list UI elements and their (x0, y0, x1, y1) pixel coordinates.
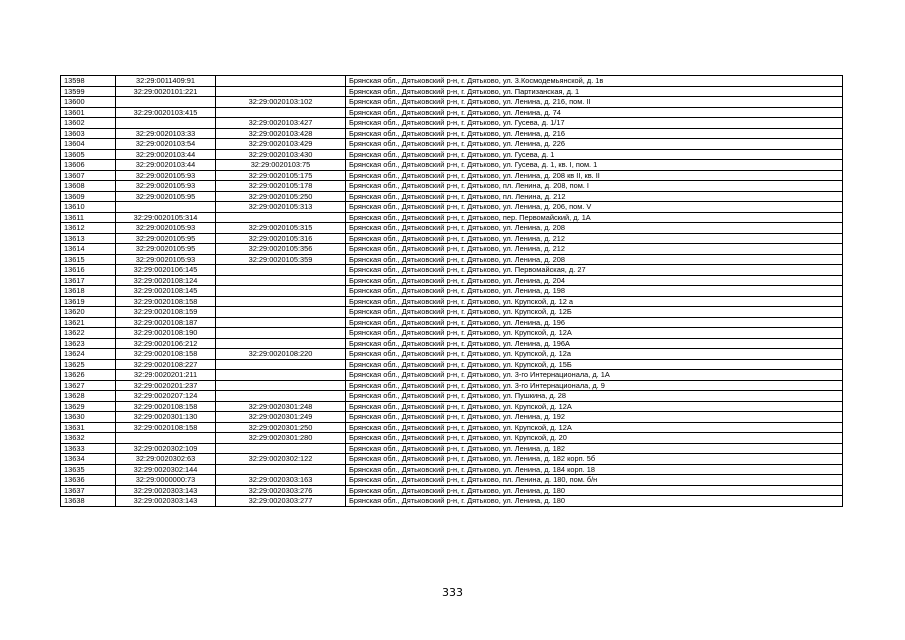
record-number-cell: 13619 (61, 296, 116, 307)
parcel-number-cell: 32:29:0020108:158 (116, 401, 216, 412)
record-number-cell: 13634 (61, 454, 116, 465)
record-number-cell: 13625 (61, 359, 116, 370)
parcel-number-cell: 32:29:0020106:145 (116, 265, 216, 276)
table-row (61, 107, 843, 118)
table-row (61, 496, 843, 507)
page-number: 333 (442, 586, 463, 599)
record-number-cell: 13636 (61, 475, 116, 486)
object-number-cell: 32:29:0020301:280 (216, 433, 346, 444)
table-row (61, 464, 843, 475)
object-number-cell: 32:29:0020301:248 (216, 401, 346, 412)
table-row (61, 202, 843, 213)
record-number-cell: 13635 (61, 464, 116, 475)
parcel-number-cell: 32:29:0020207:124 (116, 391, 216, 402)
parcel-number-cell (116, 97, 216, 108)
object-number-cell (216, 338, 346, 349)
object-number-cell: 32:29:0020103:430 (216, 149, 346, 160)
parcel-number-cell: 32:29:0020105:95 (116, 233, 216, 244)
object-number-cell (216, 317, 346, 328)
address-cell: Брянская обл., Дятьковский р-н, г. Дятьково, ул. Ленина, д. 206, пом. V (346, 202, 843, 213)
parcel-number-cell (116, 433, 216, 444)
object-number-cell (216, 307, 346, 318)
object-number-cell: 32:29:0020105:313 (216, 202, 346, 213)
record-number-cell: 13618 (61, 286, 116, 297)
object-number-cell: 32:29:0020108:220 (216, 349, 346, 360)
table-row (61, 475, 843, 486)
table-row (61, 128, 843, 139)
object-number-cell (216, 391, 346, 402)
record-number-cell: 13624 (61, 349, 116, 360)
table-row (61, 286, 843, 297)
parcel-number-cell: 32:29:0020105:95 (116, 244, 216, 255)
record-number-cell: 13607 (61, 170, 116, 181)
record-number-cell: 13620 (61, 307, 116, 318)
record-number-cell: 13626 (61, 370, 116, 381)
object-number-cell: 32:29:0020105:250 (216, 191, 346, 202)
record-number-cell: 13614 (61, 244, 116, 255)
record-number-cell: 13613 (61, 233, 116, 244)
address-cell: Брянская обл., Дятьковский р-н, г. Дятьково, пл. Ленина, д. 208, пом. I (346, 181, 843, 192)
parcel-number-cell: 32:29:0020108:124 (116, 275, 216, 286)
record-number-cell: 13606 (61, 160, 116, 171)
record-number-cell: 13608 (61, 181, 116, 192)
address-cell: Брянская обл., Дятьковский р-н, г. Дятьково, ул. 3.Космодемьянской, д. 1в (346, 76, 843, 87)
parcel-number-cell: 32:29:0020108:158 (116, 349, 216, 360)
table-row (61, 160, 843, 171)
object-number-cell (216, 443, 346, 454)
object-number-cell (216, 212, 346, 223)
parcel-number-cell: 32:29:0020108:158 (116, 296, 216, 307)
address-cell: Брянская обл., Дятьковский р-н, г. Дятьково, ул. Гусева, д. 1/17 (346, 118, 843, 129)
parcel-number-cell: 32:29:0020103:33 (116, 128, 216, 139)
records-table (60, 75, 843, 507)
record-number-cell: 13611 (61, 212, 116, 223)
parcel-number-cell: 32:29:0020103:44 (116, 160, 216, 171)
table-row (61, 76, 843, 87)
record-number-cell: 13610 (61, 202, 116, 213)
table-row (61, 181, 843, 192)
address-cell: Брянская обл., Дятьковский р-н, г. Дятьково, ул. Ленина, д. 196 (346, 317, 843, 328)
table-row (61, 359, 843, 370)
parcel-number-cell: 32:29:0020108:159 (116, 307, 216, 318)
address-cell: Брянская обл., Дятьковский р-н, г. Дятьково, ул. Ленина, д. 204 (346, 275, 843, 286)
table-row (61, 307, 843, 318)
table-row (61, 370, 843, 381)
record-number-cell: 13612 (61, 223, 116, 234)
table-row (61, 265, 843, 276)
record-number-cell: 13604 (61, 139, 116, 150)
table-row (61, 254, 843, 265)
table-row (61, 212, 843, 223)
address-cell: Брянская обл., Дятьковский р-н, г. Дятьково, ул. Ленина, д. 226 (346, 139, 843, 150)
parcel-number-cell: 32:29:0020106:212 (116, 338, 216, 349)
table-row (61, 422, 843, 433)
parcel-number-cell: 32:29:0020108:187 (116, 317, 216, 328)
address-cell: Брянская обл., Дятьковский р-н, г. Дятьково, ул. Ленина, д. 208 (346, 254, 843, 265)
record-number-cell: 13609 (61, 191, 116, 202)
address-cell: Брянская обл., Дятьковский р-н, г. Дятьково, ул. Гусева, д. 1 (346, 149, 843, 160)
table-row (61, 338, 843, 349)
record-number-cell: 13600 (61, 97, 116, 108)
object-number-cell: 32:29:0020103:428 (216, 128, 346, 139)
object-number-cell: 32:29:0020302:122 (216, 454, 346, 465)
parcel-number-cell: 32:29:0020108:227 (116, 359, 216, 370)
address-cell: Брянская обл., Дятьковский р-н, г. Дятьково, пл. Ленина, д. 212 (346, 191, 843, 202)
address-cell: Брянская обл., Дятьковский р-н, г. Дятьково, ул. Крупской, д. 15Б (346, 359, 843, 370)
address-cell: Брянская обл., Дятьковский р-н, г. Дятьково, ул. Ленина, д. 196А (346, 338, 843, 349)
parcel-number-cell: 32:29:0020105:93 (116, 223, 216, 234)
parcel-number-cell: 32:29:0020301:130 (116, 412, 216, 423)
object-number-cell (216, 265, 346, 276)
table-row (61, 191, 843, 202)
table-row (61, 223, 843, 234)
record-number-cell: 13598 (61, 76, 116, 87)
address-cell: Брянская обл., Дятьковский р-н, г. Дятьково, ул. Ленина, д. 184 корп. 18 (346, 464, 843, 475)
address-cell: Брянская обл., Дятьковский р-н, г. Дятьково, ул. Гусева, д. 1, кв. I, пом. 1 (346, 160, 843, 171)
object-number-cell: 32:29:0020105:315 (216, 223, 346, 234)
record-number-cell: 13632 (61, 433, 116, 444)
parcel-number-cell: 32:29:0020303:143 (116, 485, 216, 496)
parcel-number-cell: 32:29:0020108:145 (116, 286, 216, 297)
object-number-cell: 32:29:0020105:178 (216, 181, 346, 192)
record-number-cell: 13631 (61, 422, 116, 433)
table-row (61, 97, 843, 108)
record-number-cell: 13633 (61, 443, 116, 454)
address-cell: Брянская обл., Дятьковский р-н, г. Дятьково, ул. Ленина, д. 208 (346, 223, 843, 234)
object-number-cell (216, 328, 346, 339)
object-number-cell (216, 380, 346, 391)
object-number-cell (216, 464, 346, 475)
table-row (61, 454, 843, 465)
address-cell: Брянская обл., Дятьковский р-н, г. Дятьково, ул. 3-го Интернационала, д. 1А (346, 370, 843, 381)
parcel-number-cell: 32:29:0020105:93 (116, 181, 216, 192)
address-cell: Брянская обл., Дятьковский р-н, г. Дятьково, ул. Ленина, д. 74 (346, 107, 843, 118)
parcel-number-cell: 32:29:0020103:415 (116, 107, 216, 118)
address-cell: Брянская обл., Дятьковский р-н, г. Дятьково, ул. Ленина, д. 212 (346, 244, 843, 255)
parcel-number-cell: 32:29:0020201:237 (116, 380, 216, 391)
record-number-cell: 13615 (61, 254, 116, 265)
address-cell: Брянская обл., Дятьковский р-н, г. Дятьково, ул. 3-го Интернационала, д. 9 (346, 380, 843, 391)
table-row (61, 149, 843, 160)
record-number-cell: 13601 (61, 107, 116, 118)
object-number-cell (216, 359, 346, 370)
object-number-cell (216, 370, 346, 381)
record-number-cell: 13627 (61, 380, 116, 391)
parcel-number-cell: 32:29:0020108:190 (116, 328, 216, 339)
object-number-cell: 32:29:0020103:427 (216, 118, 346, 129)
parcel-number-cell: 32:29:0020105:314 (116, 212, 216, 223)
object-number-cell: 32:29:0020301:250 (216, 422, 346, 433)
parcel-number-cell: 32:29:0020108:158 (116, 422, 216, 433)
record-number-cell: 13621 (61, 317, 116, 328)
object-number-cell: 32:29:0020105:175 (216, 170, 346, 181)
address-cell: Брянская обл., Дятьковский р-н, г. Дятьково, ул. Ленина, д. 216, пом. II (346, 97, 843, 108)
table-row (61, 443, 843, 454)
address-cell: Брянская обл., Дятьковский р-н, г. Дятьково, ул. Ленина, д. 182 (346, 443, 843, 454)
table-row (61, 139, 843, 150)
table-row (61, 275, 843, 286)
record-number-cell: 13616 (61, 265, 116, 276)
parcel-number-cell: 32:29:0020105:93 (116, 170, 216, 181)
address-cell: Брянская обл., Дятьковский р-н, г. Дятьково, ул. Ленина, д. 212 (346, 233, 843, 244)
record-number-cell: 13628 (61, 391, 116, 402)
parcel-number-cell: 32:29:0020105:93 (116, 254, 216, 265)
records-body (61, 76, 843, 507)
parcel-number-cell (116, 118, 216, 129)
object-number-cell (216, 76, 346, 87)
object-number-cell (216, 296, 346, 307)
address-cell: Брянская обл., Дятьковский р-н, г. Дятьково, ул. Крупской, д. 12А (346, 328, 843, 339)
address-cell: Брянская обл., Дятьковский р-н, г. Дятьково, ул. Крупской, д. 12Б (346, 307, 843, 318)
address-cell: Брянская обл., Дятьковский р-н, г. Дятьково, ул. Первомайская, д. 27 (346, 265, 843, 276)
object-number-cell: 32:29:0020105:316 (216, 233, 346, 244)
address-cell: Брянская обл., Дятьковский р-н, г. Дятьково, ул. Ленина, д. 208 кв II, кв. II (346, 170, 843, 181)
address-cell: Брянская обл., Дятьковский р-н, г. Дятьково, ул. Ленина, д. 198 (346, 286, 843, 297)
table-row (61, 485, 843, 496)
record-number-cell: 13617 (61, 275, 116, 286)
parcel-number-cell: 32:29:0020103:44 (116, 149, 216, 160)
table-row (61, 401, 843, 412)
address-cell: Брянская обл., Дятьковский р-н, г. Дятьково, ул. Крупской, д. 12а (346, 349, 843, 360)
object-number-cell: 32:29:0020303:163 (216, 475, 346, 486)
object-number-cell: 32:29:0020103:429 (216, 139, 346, 150)
address-cell: Брянская обл., Дятьковский р-н, г. Дятьково, ул. Ленина, д. 180 (346, 485, 843, 496)
object-number-cell: 32:29:0020303:277 (216, 496, 346, 507)
object-number-cell: 32:29:0020301:249 (216, 412, 346, 423)
table-row (61, 118, 843, 129)
record-number-cell: 13603 (61, 128, 116, 139)
address-cell: Брянская обл., Дятьковский р-н, г. Дятьково, ул. Ленина, д. 182 корп. 5б (346, 454, 843, 465)
parcel-number-cell: 32:29:0020302:144 (116, 464, 216, 475)
table-row (61, 328, 843, 339)
object-number-cell (216, 86, 346, 97)
table-row (61, 412, 843, 423)
parcel-number-cell: 32:29:0020201:211 (116, 370, 216, 381)
address-cell: Брянская обл., Дятьковский р-н, г. Дятьково, ул. Крупской, д. 12 а (346, 296, 843, 307)
object-number-cell (216, 107, 346, 118)
object-number-cell: 32:29:0020105:356 (216, 244, 346, 255)
address-cell: Брянская обл., Дятьковский р-н, г. Дятьково, ул. Крупской, д. 12А (346, 401, 843, 412)
record-number-cell: 13605 (61, 149, 116, 160)
object-number-cell (216, 275, 346, 286)
record-number-cell: 13599 (61, 86, 116, 97)
table-row (61, 233, 843, 244)
table-row (61, 349, 843, 360)
address-cell: Брянская обл., Дятьковский р-н, г. Дятьково, ул. Ленина, д. 216 (346, 128, 843, 139)
parcel-number-cell: 32:29:0020105:95 (116, 191, 216, 202)
parcel-number-cell: 32:29:0020103:54 (116, 139, 216, 150)
address-cell: Брянская обл., Дятьковский р-н, г. Дятьково, ул. Партизанская, д. 1 (346, 86, 843, 97)
record-number-cell: 13638 (61, 496, 116, 507)
object-number-cell (216, 286, 346, 297)
object-number-cell: 32:29:0020103:102 (216, 97, 346, 108)
record-number-cell: 13629 (61, 401, 116, 412)
object-number-cell: 32:29:0020103:75 (216, 160, 346, 171)
address-cell: Брянская обл., Дятьковский р-н, г. Дятьково, ул. Пушкина, д. 28 (346, 391, 843, 402)
parcel-number-cell: 32:29:0020302:109 (116, 443, 216, 454)
address-cell: Брянская обл., Дятьковский р-н, г. Дятьково, пер. Первомайский, д. 1А (346, 212, 843, 223)
record-number-cell: 13630 (61, 412, 116, 423)
object-number-cell: 32:29:0020303:276 (216, 485, 346, 496)
table-row (61, 391, 843, 402)
record-number-cell: 13623 (61, 338, 116, 349)
address-cell: Брянская обл., Дятьковский р-н, г. Дятьково, пл. Ленина, д. 180, пом. б/н (346, 475, 843, 486)
address-cell: Брянская обл., Дятьковский р-н, г. Дятьково, ул. Ленина, д. 180 (346, 496, 843, 507)
table-row (61, 170, 843, 181)
address-cell: Брянская обл., Дятьковский р-н, г. Дятьково, ул. Ленина, д. 192 (346, 412, 843, 423)
parcel-number-cell: 32:29:0020302:63 (116, 454, 216, 465)
table-row (61, 433, 843, 444)
table-row (61, 296, 843, 307)
record-number-cell: 13622 (61, 328, 116, 339)
object-number-cell: 32:29:0020105:359 (216, 254, 346, 265)
address-cell: Брянская обл., Дятьковский р-н, г. Дятьково, ул. Крупской, д. 20 (346, 433, 843, 444)
parcel-number-cell: 32:29:0011409:91 (116, 76, 216, 87)
table-row (61, 244, 843, 255)
parcel-number-cell (116, 202, 216, 213)
parcel-number-cell: 32:29:0020101:221 (116, 86, 216, 97)
record-number-cell: 13602 (61, 118, 116, 129)
address-cell: Брянская обл., Дятьковский р-н, г. Дятьково, ул. Крупской, д. 12А (346, 422, 843, 433)
table-row (61, 317, 843, 328)
record-number-cell: 13637 (61, 485, 116, 496)
parcel-number-cell: 32:29:0000000:73 (116, 475, 216, 486)
table-row (61, 380, 843, 391)
parcel-number-cell: 32:29:0020303:143 (116, 496, 216, 507)
table-row (61, 86, 843, 97)
